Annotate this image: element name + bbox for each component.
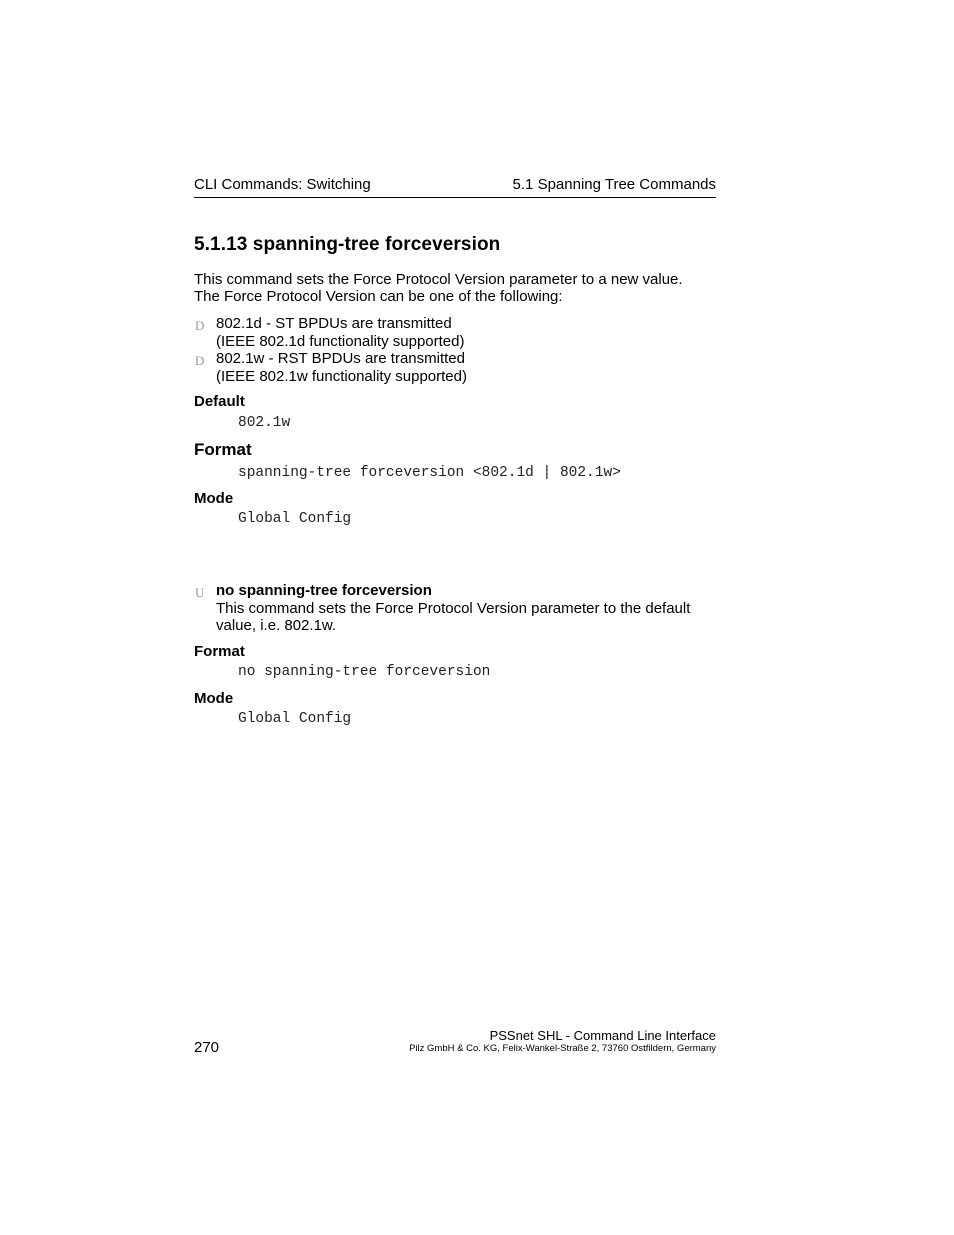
footer-product: PSSnet SHL - Command Line Interface <box>489 1028 716 1043</box>
bullet-line: (IEEE 802.1d functionality supported) <box>216 333 465 350</box>
no-format-value: no spanning-tree forceversion <box>238 664 491 680</box>
section-title: 5.1.13 spanning-tree forceversion <box>194 234 501 255</box>
bullet-marker: D <box>195 353 205 368</box>
default-value: 802.1w <box>238 415 291 431</box>
bullet-line: 802.1d - ST BPDUs are transmitted <box>216 315 452 332</box>
header-rule <box>194 197 716 198</box>
intro-line-2: The Force Protocol Version can be one of the following: <box>194 288 563 305</box>
bullet-marker: D <box>195 318 205 333</box>
default-label: Default <box>194 393 245 410</box>
page-number: 270 <box>194 1039 220 1056</box>
running-header-left: CLI Commands: Switching <box>194 176 371 193</box>
format-label: Format <box>194 440 252 459</box>
no-command-marker: U <box>195 585 205 600</box>
no-mode-value: Global Config <box>238 711 352 727</box>
footer-company: Pilz GmbH & Co. KG, Felix-Wankel-Straße 2, 73760 Ostfildern, Germany <box>409 1043 716 1054</box>
no-format-label: Format <box>194 643 245 660</box>
intro-line-1: This command sets the Force Protocol Version parameter to a new value. <box>194 271 683 288</box>
mode-value: Global Config <box>238 511 352 527</box>
bullet-line: 802.1w - RST BPDUs are transmitted <box>216 350 465 367</box>
no-command-title: no spanning-tree forceversion <box>216 582 432 599</box>
no-command-desc-2: value, i.e. 802.1w. <box>216 617 337 634</box>
bullet-line: (IEEE 802.1w functionality supported) <box>216 368 467 385</box>
format-value: spanning-tree forceversion <802.1d | 802.1w> <box>238 465 621 481</box>
no-mode-label: Mode <box>194 690 234 707</box>
running-header-right: 5.1 Spanning Tree Commands <box>512 176 716 193</box>
mode-label: Mode <box>194 490 234 507</box>
no-command-desc-1: This command sets the Force Protocol Version parameter to the default <box>216 600 691 617</box>
